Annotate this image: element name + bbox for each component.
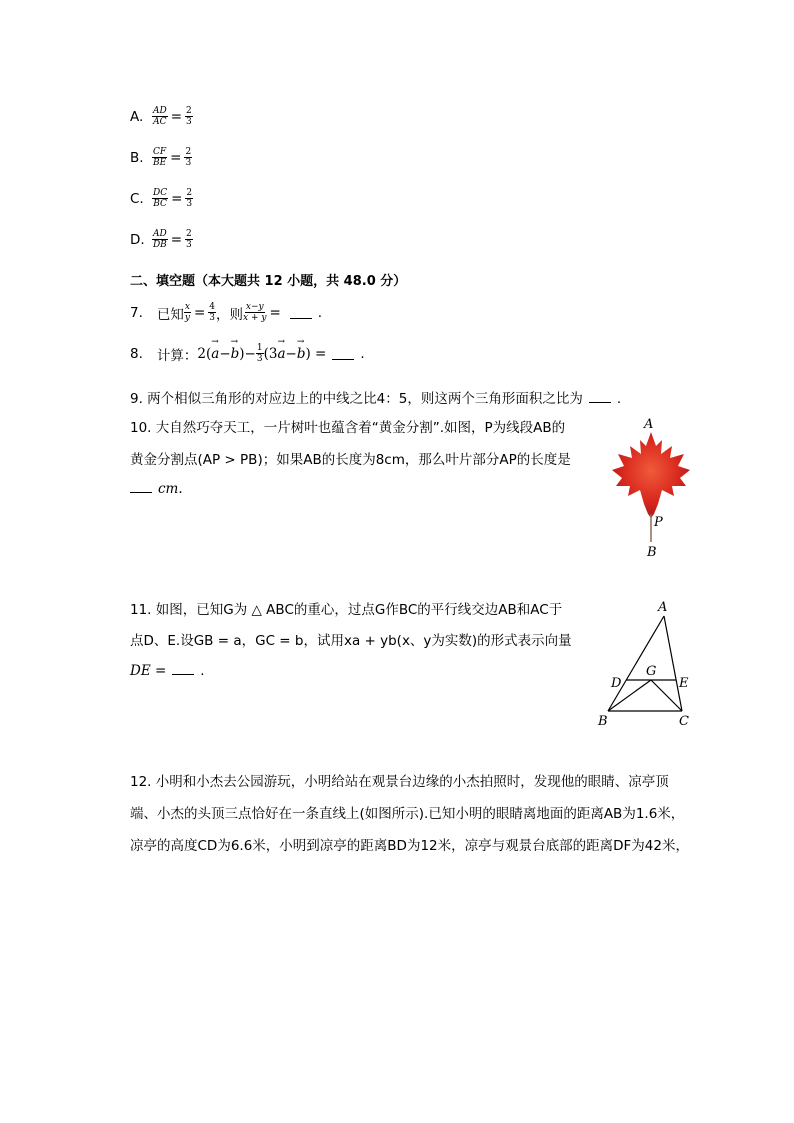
- ratio-fraction: $\frac{DC}{BC}$: [153, 188, 168, 209]
- value-fraction: $\frac{2}{3}$: [186, 188, 193, 209]
- label-d: D: [611, 676, 622, 691]
- answer-blank[interactable]: [290, 306, 312, 319]
- option-letter: C.: [130, 190, 144, 207]
- question-10-line1: 10. 大自然巧夺天工，一片树叶也蕴含着“黄金分割”.如图，P为线段AB的: [130, 420, 566, 436]
- option-c[interactable]: C. $\frac{DC}{BC}$ = $\frac{2}{3}$: [130, 188, 193, 209]
- label-g: G: [646, 664, 657, 679]
- label-p: P: [654, 515, 663, 530]
- label-a: A: [644, 417, 654, 432]
- question-12-line3: 凉亭的高度CD为6.6米，小明到凉亭的距离BD为12米，凉亭与观景台底部的距离DF为42米，: [130, 838, 689, 854]
- value-fraction: $\frac{2}{3}$: [186, 229, 192, 250]
- label-a: A: [658, 600, 668, 615]
- option-b[interactable]: B. $\frac{CF}{BE}$ = $\frac{2}{3}$: [130, 147, 192, 168]
- label-e: E: [679, 676, 689, 691]
- answer-blank[interactable]: [332, 347, 354, 360]
- maple-leaf-figure: [606, 414, 696, 562]
- triangle-figure: [594, 598, 704, 732]
- answer-blank[interactable]: [172, 662, 194, 675]
- question-10-line3: cm.: [130, 480, 183, 497]
- value-fraction: $\frac{2}{3}$: [185, 147, 192, 168]
- label-b: B: [647, 545, 657, 560]
- option-a[interactable]: A. $\frac{AD}{AC}$ = $\frac{2}{3}$: [130, 106, 192, 127]
- question-11-line2: 点D、E.设GB = a，GC = b，试用xa + yb(x、y为实数)的形式表示向量: [130, 633, 572, 649]
- answer-blank[interactable]: [589, 390, 611, 403]
- question-9: 9. 两个相似三角形的对应边上的中线之比4：5，则这两个三角形面积之比为 .: [130, 391, 622, 407]
- ratio-fraction: $\frac{CF}{BE}$: [152, 147, 167, 168]
- label-b: B: [598, 714, 608, 729]
- option-letter: B.: [130, 149, 144, 166]
- question-12-line1: 12. 小明和小杰去公园游玩，小明给站在观景台边缘的小杰拍照时，发现他的眼睛、凉亭顶: [130, 774, 669, 790]
- question-11-line1: 11. 如图，已知G为 △ ABC的重心，过点G作BC的平行线交边AB和AC于: [130, 602, 563, 618]
- question-10-line2: 黄金分割点(AP > PB)；如果AB的长度为8cm，那么叶片部分AP的长度是: [130, 452, 571, 468]
- option-d[interactable]: D. $\frac{AD}{DB}$ = $\frac{2}{3}$: [130, 229, 192, 250]
- maple-leaf-icon: [612, 432, 690, 518]
- option-letter: A.: [130, 108, 144, 125]
- question-12-line2: 端、小杰的头顶三点恰好在一条直线上(如图所示).已知小明的眼睛离地面的距离AB为1.6米，: [130, 806, 685, 822]
- question-11-line3: DE = .: [130, 663, 205, 679]
- label-c: C: [679, 714, 689, 729]
- option-letter: D.: [130, 231, 145, 248]
- section-heading: 二、填空题（本大题共 12 小题，共 48.0 分）: [130, 274, 407, 289]
- answer-blank[interactable]: [130, 480, 152, 493]
- side-ac: [664, 616, 682, 711]
- question-7: 7. 已知 $\frac{x}{y}$ = $\frac{4}{3}$ ，则 $\frac{x-y}{x + y}$ = .: [130, 302, 323, 323]
- ratio-fraction: $\frac{AD}{DB}$: [152, 229, 167, 250]
- ratio-fraction: $\frac{AD}{AC}$: [153, 106, 167, 127]
- question-8: 8. 计算： 2( → a − → b )− $\frac{1}{3}$ (3 → a − → b ) = .: [130, 343, 365, 364]
- value-fraction: $\frac{2}{3}$: [186, 106, 192, 127]
